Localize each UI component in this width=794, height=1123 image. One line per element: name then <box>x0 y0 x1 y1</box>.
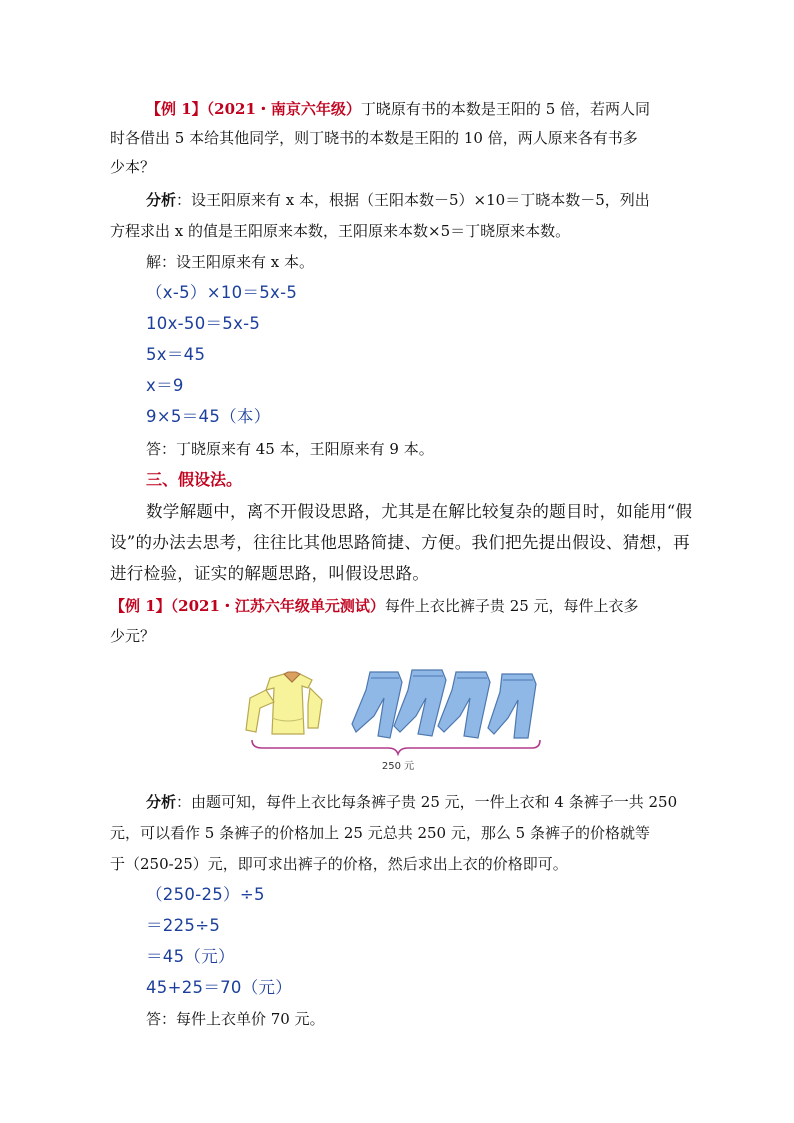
example1-tag: 【例 1】 <box>146 100 207 118</box>
section3-para-line1: 数学解题中，离不开假设思路，尤其是在解比较复杂的题目时，如能用“假 <box>146 502 693 521</box>
example1-answer: 答：丁晓原来有 45 本，王阳原来有 9 本。 <box>146 440 434 458</box>
example1-question-text1: 丁晓原有书的本数是王阳的 5 倍，若两人同 <box>360 100 651 118</box>
example2-analysis-label: 分析 <box>146 793 177 811</box>
example2-answer: 答：每件上衣单价 70 元。 <box>146 1010 325 1028</box>
example1-step-2: 10x-50＝5x-5 <box>146 314 261 333</box>
example2-question-line2: 少元？ <box>110 627 156 645</box>
section3-heading: 三、假设法。 <box>146 470 243 489</box>
example1-source: （2021・南京六年级） <box>206 100 361 118</box>
shirt-icon <box>246 672 322 734</box>
example2-tag: 【例 1】 <box>110 597 171 615</box>
example1-question-line2: 时各借出 5 本给其他同学，则丁晓书的本数是王阳的 10 倍，两人原来各有书多 <box>110 129 638 147</box>
example2-analysis-line1 <box>146 792 677 812</box>
example1-step-3: 5x＝45 <box>146 345 206 364</box>
example2-analysis-line3: 于（250-25）元，即可求出裤子的价格，然后求出上衣的价格即可。 <box>110 855 568 873</box>
pants-icon-4 <box>488 674 536 738</box>
example1-step-5: 9×5＝45（本） <box>146 407 271 426</box>
example1-analysis-line2: 方程求出 x 的值是王阳原来本数，王阳原来本数×5＝丁晓原来本数。 <box>110 222 571 240</box>
example1-analysis-text1: ：设王阳原来有 x 本，根据（王阳本数－5）×10＝丁晓本数－5，列出 <box>176 191 650 209</box>
example1-question-line3: 少本？ <box>110 158 156 176</box>
example1-analysis-label: 分析 <box>146 191 177 209</box>
example2-step-3: ＝45（元） <box>146 947 235 966</box>
section3-para-line2: 设”的办法去思考，往往比其他思路简捷、方便。我们把先提出假设、猜想，再 <box>110 533 690 552</box>
example1-solution-intro: 解：设王阳原来有 x 本。 <box>146 253 314 271</box>
example1-step-4: x＝9 <box>146 376 184 395</box>
figure-total-label: 250 元 <box>381 761 415 772</box>
example1-analysis-line1 <box>146 190 650 210</box>
example2-question-text1: 每件上衣比裤子贵 25 元，每件上衣多 <box>384 597 639 615</box>
example1-question-line1 <box>146 99 650 119</box>
pants-icon-1 <box>352 672 402 738</box>
example2-analysis-line2: 元，可以看作 5 条裤子的价格加上 25 元总共 250 元，那么 5 条裤子的价格就等 <box>110 824 650 842</box>
example2-question-line1 <box>110 596 639 616</box>
example2-step-2: ＝225÷5 <box>146 916 221 935</box>
section3-para-line3: 进行检验，证实的解题思路，叫假设思路。 <box>110 564 430 583</box>
example2-step-1: （250-25）÷5 <box>146 885 265 904</box>
example2-step-4: 45+25＝70（元） <box>146 978 293 997</box>
total-brace <box>252 740 540 754</box>
example2-source: （2021・江苏六年级单元测试） <box>170 597 385 615</box>
clothes-figure <box>238 668 556 776</box>
example2-analysis-text1: ：由题可知，每件上衣比每条裤子贵 25 元，一件上衣和 4 条裤子一共 250 <box>176 793 678 811</box>
example1-step-1: （x-5）×10＝5x-5 <box>146 283 298 302</box>
